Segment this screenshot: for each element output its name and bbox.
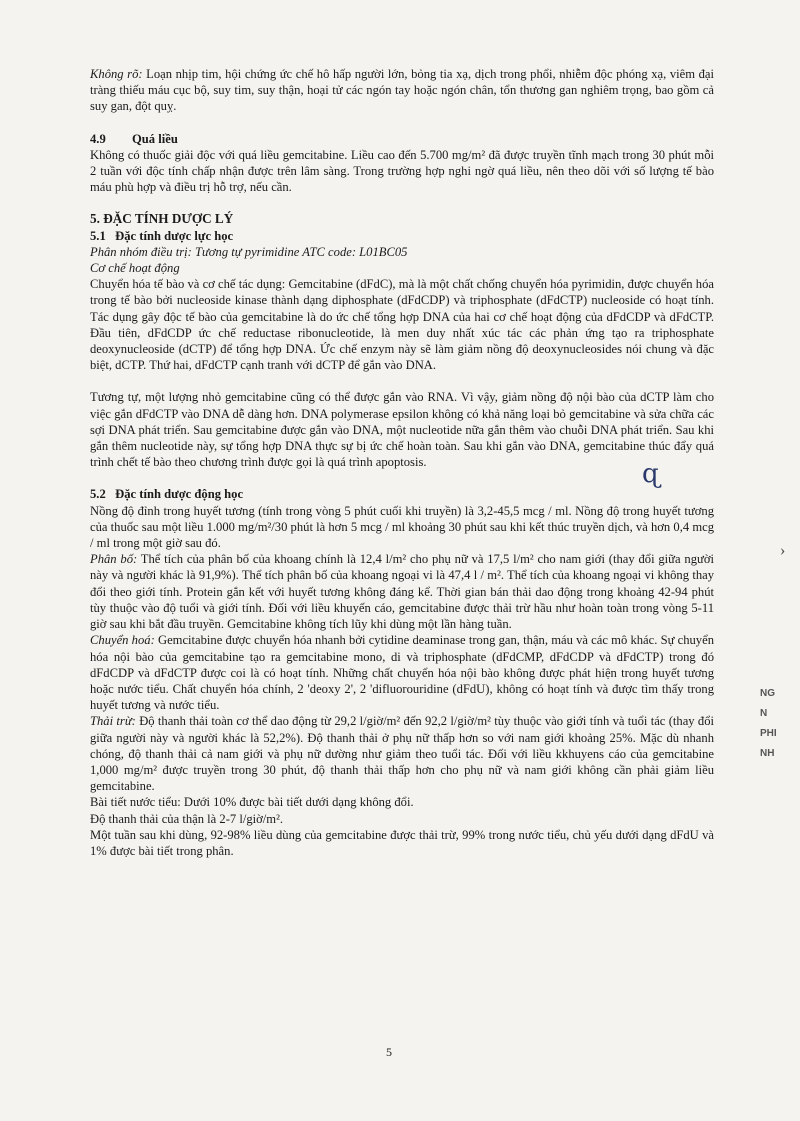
- final-para: Một tuần sau khi dùng, 92-98% liều dùng của gemcitabine được thải trừ, 99% trong nước tiểu, chủ yếu dưới dạng dFdU và 1% được bài tiết trong phân.: [90, 827, 714, 858]
- side-effects-unknown: [90, 66, 714, 115]
- metabolism-para: [90, 632, 714, 713]
- handwritten-signature: ɋ: [642, 459, 659, 489]
- urine-excretion-line: Bài tiết nước tiểu: Dưới 10% được bài tiết dưới dạng không đổi.: [90, 795, 414, 810]
- heading-number: 5.2: [90, 487, 106, 502]
- metabolism-text: Gemcitabine được chuyển hóa nhanh bởi cytidine deaminase trong gan, thận, máu và các mô khác. Sự chuyển hóa nội bào của gemcitabine tạo ra gemcitabine mono, di và triphosphate (dFdCMP, dFdCDP và dFdCTP) trong đó dFdCDP và dFdCTP được coi là có hoạt tính. Những chất chuyển hóa nội bào không được phát hiện trong huyết tương hoặc nước tiểu. Chất chuyển hóa chính, 2 'deoxy 2', 2 'difluorouridine (dFdU), không có hoạt tính và được tìm thấy trong huyết tương và nước tiểu.: [90, 633, 714, 713]
- mechanism-para-1: Chuyển hóa tế bào và cơ chế tác dụng: Gemcitabine (dFdC), mà là một chất chống chuyển hóa pyrimidin, được chuyển hóa trong tế bào bởi nucleoside kinase thành dạng diphosphate (dFdCDP) và triphosphate (dFdCTP) nucleoside có hoạt tính. Tác dụng gây độc tế bào của gemcitabine là do ức chế tổng hợp DNA của hai cơ chế hoạt động của dFdCDP và dFdCTP. Đầu tiên, dFdCDP ức chế reductase ribonucleotide, là men duy nhất xúc tác các phản ứng tạo ra triphosphate deoxynucleoside (dCTP) để tổng hợp DNA. Ức chế enzym này sẽ làm giảm nồng độ deoxynucleosides nói chung và đặc biệt, dCTP. Thứ hai, dFdCTP cạnh tranh với dCTP để gắn vào DNA.: [90, 277, 714, 373]
- heading-number: 4.9: [90, 131, 106, 146]
- overdose-text: Không có thuốc giải độc với quá liều gemcitabine. Liều cao đến 5.700 mg/m² đã được truyền tĩnh mạch trong 30 phút mỗi 2 tuần với độc tính chấp nhận được trên lâm sàng. Trong trường hợp nghi ngờ quá liều, nên theo dõi với số lượng tế bào máu phù hợp và điều trị hỗ trợ, nếu cần.: [90, 147, 714, 195]
- stamp-text-line: PHI: [760, 728, 777, 739]
- stamp-text-line: NH: [760, 748, 775, 759]
- metabolism-label: Chuyển hoá:: [90, 633, 155, 648]
- distribution-text: Thể tích của phân bố của khoang chính là 12,4 l/m² cho phụ nữ và 17,5 l/m² cho nam giới (thay đổi giữa người này và người khác là 91,9%). Thể tích phân bố của khoang ngoại vi là 47,4 l / m². Thể tích của khoang ngoại vi không thay đổi theo giới tính. Protein gắn kết với huyết tương không đáng kể. Thời gian bán thải dao động trong khoảng 42-94 phút tùy thuộc vào độ tuổi và giới tính. Đối với liều khuyến cáo, gemcitabine được thải trừ hầu như hoàn toàn trong vòng 5-11 giờ sau khi bắt đầu truyền. Gemcitabine không tích lũy khi dùng một lần hàng tuần.: [90, 552, 714, 632]
- stamp-edge-mark: ›: [780, 542, 786, 559]
- elimination-text: Độ thanh thải toàn cơ thể dao động từ 29,2 l/giờ/m² đến 92,2 l/giờ/m² tùy thuộc vào giới tính và tuổi tác (thay đổi giữa người này và người khác là 52,2%). Độ thanh thải ở phụ nữ thấp hơn so với nam giới khoảng 25%. Mặc dù nhanh chóng, độ thanh thải cả nam giới và phụ nữ dường như giảm theo tuổi tác. Đối với liều kkhuyens cáo của gemcitabine 1,000 mg/m² được truyền trong 30 phút, độ thanh thải thấp hơn cho phụ nữ và nam giới không cần phải giảm liều gemcitabine.: [90, 714, 714, 794]
- distribution-para: [90, 551, 714, 632]
- heading-pharmacodynamics: [90, 228, 714, 244]
- heading-overdose: [90, 131, 714, 147]
- mechanism-para-2: Tương tự, một lượng nhỏ gemcitabine cũng có thể được gắn vào RNA. Vì vậy, giảm nồng độ nội bào của dCTP làm cho việc gắn dFdCTP vào DNA dễ dàng hơn. DNA polymerase epsilon không có khả năng loại bỏ gemcitabine và sửa chữa các sợi DNA phát triển. Sau gemcitabine được gắn vào DNA, một nucleotide nữa gắn thêm vào chuỗi DNA phát triển. Sau khi gắn thêm nucleotide này, sự tổng hợp DNA thực sự bị ức chế hoàn toàn. Sau khi gắn vào DNA, gemcitabine thúc đẩy quá trình chết tế bào theo chương trình được gọi là quá trình apoptosis.: [90, 390, 714, 470]
- distribution-label: Phân bố:: [90, 552, 138, 567]
- renal-clearance-line: Độ thanh thải của thận là 2-7 l/giờ/m².: [90, 811, 284, 826]
- section-5-title: 5. ĐẶC TÍNH DƯỢC LÝ: [90, 211, 234, 227]
- label-khong-ro: Không rõ:: [90, 67, 143, 81]
- heading-title: Đặc tính dược động học: [115, 487, 244, 502]
- page-number: 5: [386, 1045, 392, 1059]
- document-body: [90, 66, 714, 859]
- heading-number: 5.1: [90, 228, 106, 243]
- stamp-text-line: NG: [760, 688, 775, 699]
- elimination-label: Thải trừ:: [90, 714, 136, 729]
- mechanism-title: Cơ chế hoạt động: [90, 261, 180, 276]
- stamp-text-line: N: [760, 708, 768, 719]
- heading-pharmacokinetics: [90, 486, 714, 502]
- elimination-para: [90, 713, 714, 794]
- therapeutic-group: Phân nhóm điều trị: Tương tự pyrimidine ATC code: L01BC05: [90, 244, 408, 259]
- heading-title: Quá liều: [132, 131, 178, 146]
- pk-para-1: Nồng độ đỉnh trong huyết tương (tính trong vòng 5 phút cuối khi truyền) là 3,2-45,5 mcg / ml. Nồng độ trong huyết tương của thuốc sau một liều 1.000 mg/m²/30 phút là hơn 5 mcg / ml khoảng 30 phút sau khi kết thúc truyền dịch, và hơn 0,4 mcg / ml trong một giờ sau đó.: [90, 503, 714, 551]
- side-effects-text: Loạn nhịp tim, hội chứng ức chế hô hấp người lớn, bỏng tia xạ, dịch trong phổi, nhiễm độc phóng xạ, viêm đại tràng thiếu máu cục bộ, suy tim, suy thận, hoại tử các ngón tay hoặc ngón chân, tổn thương gan nghiêm trọng, bao gồm cả suy gan, đột quỵ.: [90, 67, 714, 114]
- heading-title: Đặc tính dược lực học: [115, 228, 234, 243]
